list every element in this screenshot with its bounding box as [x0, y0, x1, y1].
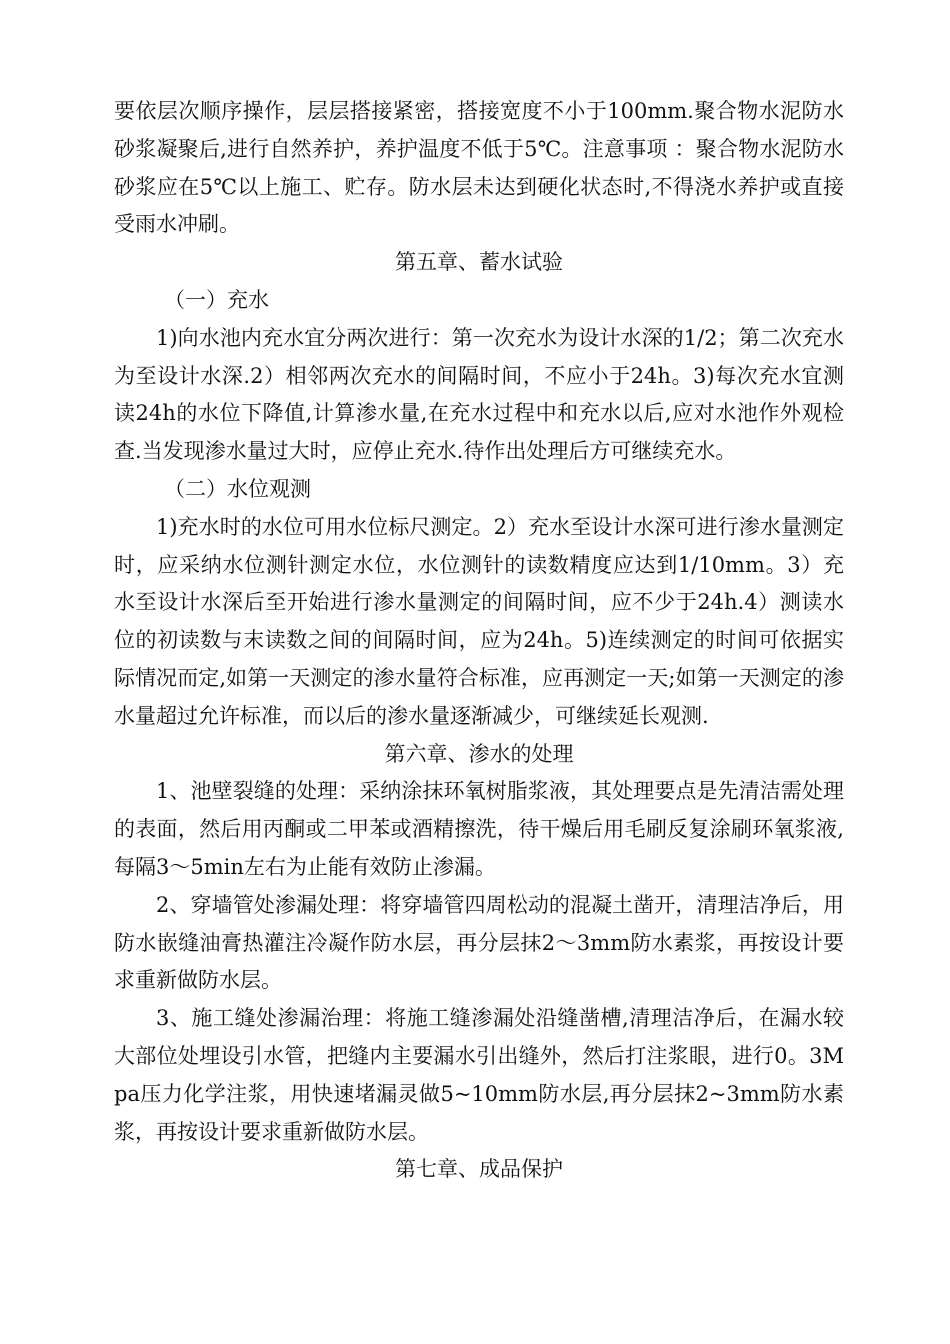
section-heading-fill-water: （一）充水: [164, 287, 269, 312]
document-body: [114, 93, 844, 1189]
paragraph-fill-water: 1)向水池内充水宜分两次进行：第一次充水为设计水深的1/2；第二次充水为至设计水深.2）相邻两次充水的间隔时间，不应小于24h。3)每次充水宜测读24h的水位下降值,计算渗水量,在充水过程中和充水以后,应对水池作外观检查.当发现渗水量过大时，应停止充水.待作出处理后方可继续充水。: [114, 325, 844, 464]
paragraph-wall-pipe: 2、穿墙管处渗漏处理：将穿墙管四周松动的混凝土凿开，清理洁净后，用防水嵌缝油膏热灌注冷凝作防水层，再分层抹2～3mm防水素浆，再按设计要求重新做防水层。: [114, 892, 844, 993]
chapter-heading-6: 第六章、渗水的处理: [384, 741, 574, 766]
paragraph-continuation: 要依层次顺序操作，层层搭接紧密，搭接宽度不小于100mm.聚合物水泥防水砂浆凝聚后,进行自然养护，养护温度不低于5℃。注意事项 ：聚合物水泥防水砂浆应在5℃以上施工、贮存。防水层未达到硬化状态时,不得浇水养护或直接受雨水冲刷。: [114, 99, 844, 237]
paragraph-construction-joint: 3、施工缝处渗漏治理：将施工缝渗漏处沿缝凿槽,清理洁净后，在漏水较大部位处埋设引水管，把缝内主要漏水引出缝外，然后打注浆眼，进行0。3Mpa压力化学注浆，用快速堵漏灵做5~10mm防水层,再分层抹2~3mm防水素浆，再按设计要求重新做防水层。: [114, 1006, 844, 1144]
paragraph-water-level: 1)充水时的水位可用水位标尺测定。2）充水至设计水深可进行渗水量测定时，应采纳水位测针测定水位，水位测针的读数精度应达到1/10mm。3）充水至设计水深后至开始进行渗水量测定的间隔时间，应不少于24h.4）测读水位的初读数与末读数之间的间隔时间，应为24h。5)连续测定的时间可依据实际情况而定,如第一天测定的渗水量符合标准，应再测定一天;如第一天测定的渗水量超过允许标准，而以后的渗水量逐渐减少，可继续延长观测.: [114, 514, 844, 728]
chapter-heading-5: 第五章、蓄水试验: [395, 250, 563, 275]
section-heading-water-level: （二）水位观测: [164, 476, 311, 501]
paragraph-wall-crack: 1、池壁裂缝的处理：采纳涂抹环氧树脂浆液，其处理要点是先清洁需处理的表面，然后用丙酮或二甲苯或酒精擦洗，待干燥后用毛刷反复涂刷环氧浆液,每隔3～5min左右为止能有效防止渗漏。: [114, 779, 844, 879]
chapter-heading-7: 第七章、成品保护: [395, 1157, 563, 1182]
